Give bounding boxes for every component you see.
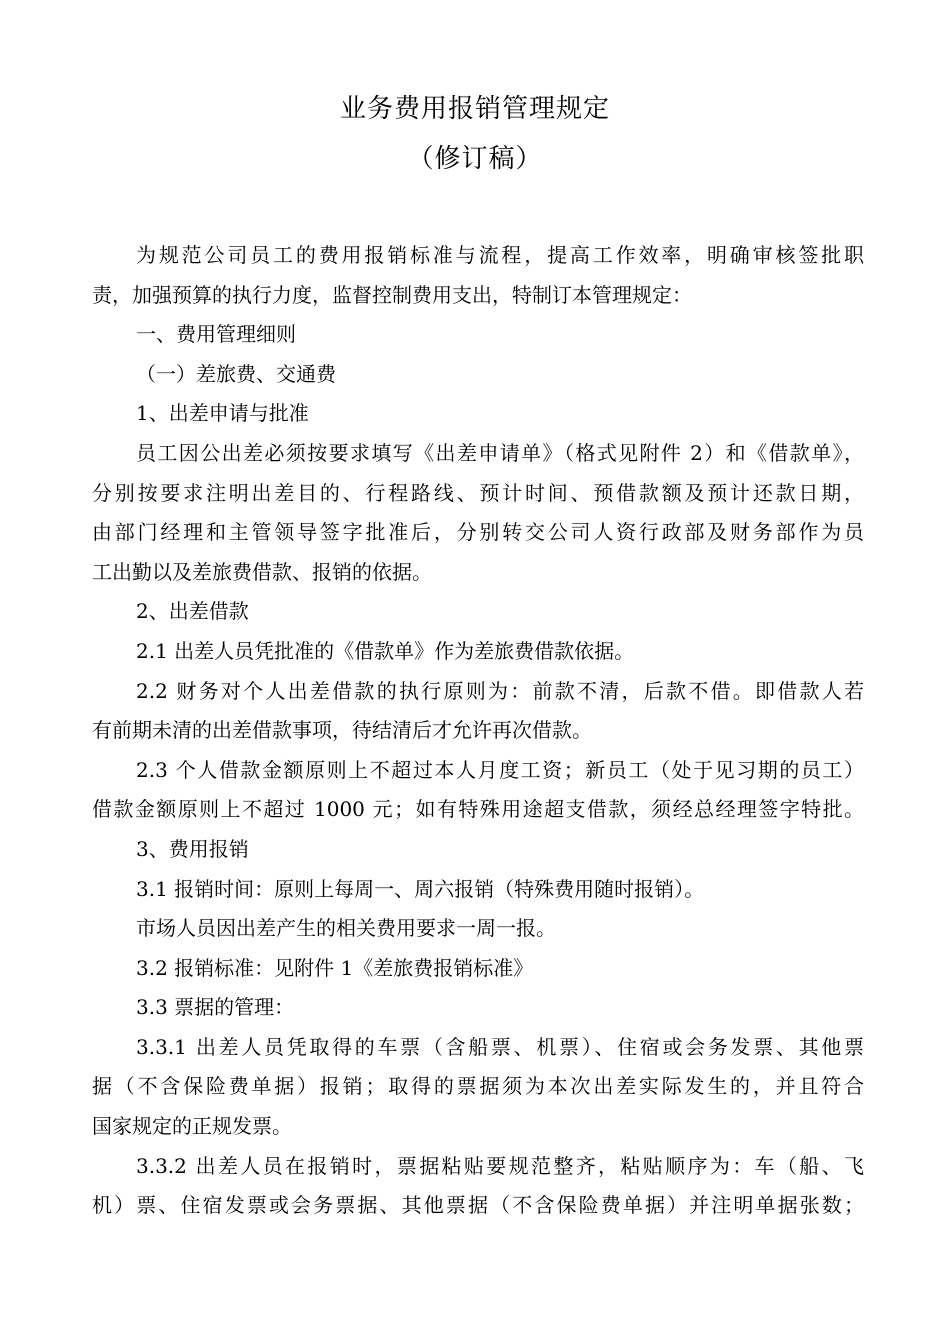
text-line: 3.3.1 出差人员凭取得的车票（含船票、机票）、住宿或会务发票、其他票 xyxy=(136,1034,864,1059)
text-line: 据（不含保险费单据）报销；取得的票据须为本次出差实际发生的，并且符合 xyxy=(92,1074,864,1099)
document-title: 业务费用报销管理规定 xyxy=(339,94,610,124)
text-line: 3.1 报销时间：原则上每周一、周六报销（特殊费用随时报销）。 xyxy=(136,876,705,901)
text-line: 3.3.2 出差人员在报销时，票据粘贴要规范整齐，粘贴顺序为：车（船、飞 xyxy=(136,1153,864,1178)
text-line: 3、费用报销 xyxy=(136,836,249,861)
text-line: 3.2 报销标准：见附件 1《差旅费报销标准》 xyxy=(136,955,534,980)
text-line: 2.1 出差人员凭批准的《借款单》作为差旅费借款依据。 xyxy=(136,638,635,663)
text-line: 2.2 财务对个人出差借款的执行原则为：前款不清，后款不借。即借款人若 xyxy=(136,678,864,703)
text-line: 分别按要求注明出差目的、行程路线、预计时间、预借款额及预计还款日期， xyxy=(92,480,864,505)
text-line: 2.3 个人借款金额原则上不超过本人月度工资；新员工（处于见习期的员工） xyxy=(136,757,864,782)
text-line: 国家规定的正规发票。 xyxy=(92,1114,292,1139)
text-line: 2、出差借款 xyxy=(136,599,249,624)
text-line: 机）票、住宿发票或会务票据、其他票据（不含保险费单据）并注明单据张数； xyxy=(92,1193,864,1218)
text-line: 为规范公司员工的费用报销标准与流程，提高工作效率，明确审核签批职 xyxy=(136,243,864,267)
text-line: 责，加强预算的执行力度，监督控制费用支出，特制订本管理规定： xyxy=(92,282,692,307)
text-line: 有前期未清的出差借款事项，待结清后才允许再次借款。 xyxy=(92,718,592,743)
text-line: （一）差旅费、交通费 xyxy=(136,361,336,386)
text-line: 1、出差申请与批准 xyxy=(136,401,309,426)
document-body xyxy=(92,236,864,1226)
document-subtitle: （修订稿） xyxy=(407,144,543,174)
text-line: 员工因公出差必须按要求填写《出差申请单》（格式见附件 2）和《借款单》， xyxy=(136,440,864,465)
text-line: 由部门经理和主管领导签字批准后，分别转交公司人资行政部及财务部作为员 xyxy=(92,520,864,545)
text-line: 市场人员因出差产生的相关费用要求一周一报。 xyxy=(136,916,556,941)
text-line: 3.3 票据的管理： xyxy=(136,995,295,1020)
text-line: 一、费用管理细则 xyxy=(136,322,296,347)
text-line: 工出勤以及差旅费借款、报销的依据。 xyxy=(92,559,432,584)
text-line: 借款金额原则上不超过 1000 元；如有特殊用途超支借款，须经总经理签字特批。 xyxy=(92,797,864,822)
